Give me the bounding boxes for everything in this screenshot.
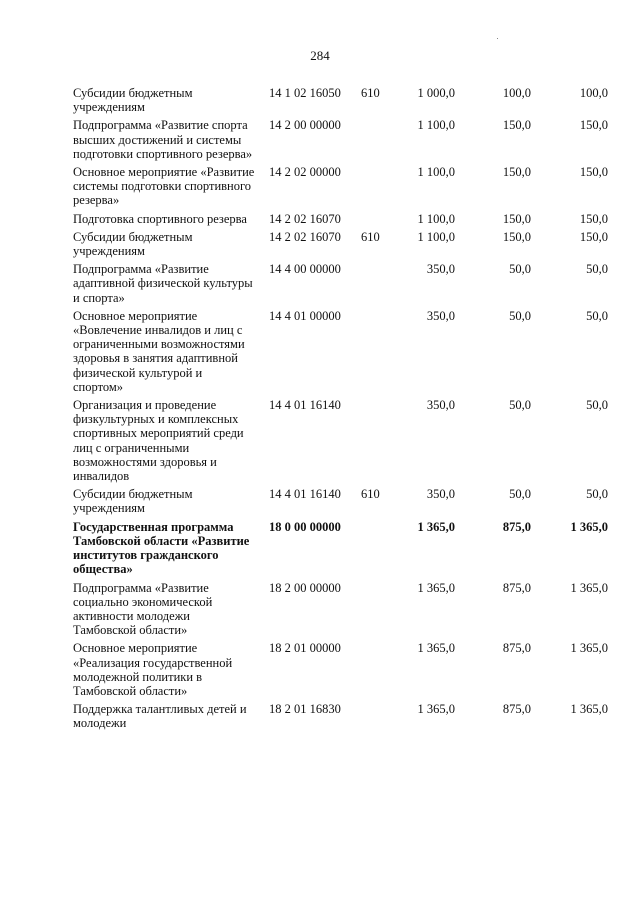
row-code: 18 2 00 00000: [269, 580, 341, 595]
row-value-3: 50,0: [586, 308, 608, 323]
row-value-2: 50,0: [509, 262, 531, 277]
table-row: [73, 262, 613, 305]
row-name: Субсидии бюджетным учреждениям: [73, 229, 193, 259]
row-value-2: 875,0: [502, 580, 531, 595]
row-value-2: 50,0: [509, 308, 531, 323]
row-value-1: 1 365,0: [417, 641, 455, 656]
row-expense-type: 610: [361, 229, 380, 244]
table-row: [73, 520, 613, 577]
table-row: [73, 581, 613, 638]
row-name: Поддержка талантливых детей и молодежи: [73, 702, 247, 731]
row-value-2: 150,0: [502, 229, 531, 244]
row-value-3: 150,0: [579, 118, 608, 133]
row-value-3: 100,0: [579, 86, 608, 100]
row-value-2: 150,0: [502, 165, 531, 180]
row-value-1: 1 365,0: [417, 580, 455, 595]
row-name: Подпрограмма «Развитие спорта высших достижений и системы подготовки спортивного резерва»: [73, 118, 253, 161]
row-name: Основное мероприятие «Вовлечение инвалидов и лиц с ограниченными возможностями здоровья в занятия адаптивной физической культурой и спортом»: [73, 308, 245, 394]
row-value-2: 100,0: [502, 86, 531, 100]
row-value-1: 1 100,0: [417, 118, 455, 133]
table-row: [73, 398, 613, 483]
row-value-3: 1 365,0: [570, 580, 608, 595]
row-value-3: 50,0: [586, 487, 608, 502]
page-number: 284: [310, 48, 330, 63]
table-row: [73, 230, 613, 258]
row-code: 14 2 02 16070: [269, 229, 341, 244]
row-name: Подпрограмма «Развитие социально экономической активности молодежи Тамбовской области»: [73, 580, 213, 638]
table-row: [73, 86, 613, 114]
row-value-3: 50,0: [586, 262, 608, 277]
row-expense-type: 610: [361, 86, 380, 100]
row-value-1: 350,0: [426, 308, 455, 323]
row-value-3: 1 365,0: [570, 641, 608, 656]
row-value-1: 350,0: [426, 487, 455, 502]
row-value-2: 50,0: [509, 487, 531, 502]
row-value-3: 150,0: [579, 165, 608, 180]
row-value-1: 1 365,0: [417, 702, 455, 717]
scan-speck: [497, 38, 498, 39]
table-row: [73, 165, 613, 208]
row-name: Организация и проведение физкультурных и комплексных спортивных мероприятий среди лиц с ограниченными возможностями здоровья и инвалидов: [73, 398, 244, 484]
row-code: 14 4 00 00000: [269, 262, 341, 277]
row-value-1: 1 100,0: [417, 229, 455, 244]
row-value-1: 1 365,0: [417, 519, 455, 534]
row-value-1: 1 100,0: [417, 211, 455, 226]
table-row: [73, 118, 613, 161]
row-code: 14 2 02 16070: [269, 211, 341, 226]
row-code: 14 2 02 00000: [269, 165, 341, 180]
row-code: 14 4 01 16140: [269, 398, 341, 413]
row-value-2: 50,0: [509, 398, 531, 413]
row-value-3: 50,0: [586, 398, 608, 413]
row-value-2: 875,0: [502, 519, 531, 534]
budget-table: [73, 86, 613, 735]
table-row: [73, 487, 613, 515]
row-name: Основное мероприятие «Развитие системы подготовки спортивного резерва»: [73, 165, 255, 208]
row-code: 18 0 00 00000: [269, 519, 341, 534]
row-code: 14 4 01 00000: [269, 308, 341, 323]
row-value-3: 1 365,0: [570, 519, 608, 534]
row-name: Подготовка спортивного резерва: [73, 211, 247, 226]
row-value-2: 875,0: [502, 702, 531, 717]
row-code: 18 2 01 00000: [269, 641, 341, 656]
row-value-3: 150,0: [579, 229, 608, 244]
table-row: [73, 702, 613, 730]
row-value-3: 1 365,0: [570, 702, 608, 717]
row-name: Подпрограмма «Развитие адаптивной физической культуры и спорта»: [73, 262, 253, 305]
row-value-2: 150,0: [502, 118, 531, 133]
table-row: [73, 309, 613, 394]
row-code: 14 4 01 16140: [269, 487, 341, 502]
table-row: [73, 212, 613, 226]
row-name: Государственная программа Тамбовской области «Развитие институтов гражданского общества»: [73, 519, 250, 577]
row-value-2: 150,0: [502, 211, 531, 226]
row-value-1: 350,0: [426, 262, 455, 277]
table-row: [73, 641, 613, 698]
row-expense-type: 610: [361, 487, 380, 502]
row-value-3: 150,0: [579, 211, 608, 226]
row-value-1: 350,0: [426, 398, 455, 413]
row-code: 14 2 00 00000: [269, 118, 341, 133]
row-code: 14 1 02 16050: [269, 86, 341, 100]
row-value-1: 1 100,0: [417, 165, 455, 180]
row-name: Субсидии бюджетным учреждениям: [73, 487, 193, 516]
row-value-2: 875,0: [502, 641, 531, 656]
row-name: Основное мероприятие «Реализация государственной молодежной политики в Тамбовской области»: [73, 641, 233, 698]
row-code: 18 2 01 16830: [269, 702, 341, 717]
row-name: Субсидии бюджетным учреждениям: [73, 86, 193, 115]
row-value-1: 1 000,0: [417, 86, 455, 100]
